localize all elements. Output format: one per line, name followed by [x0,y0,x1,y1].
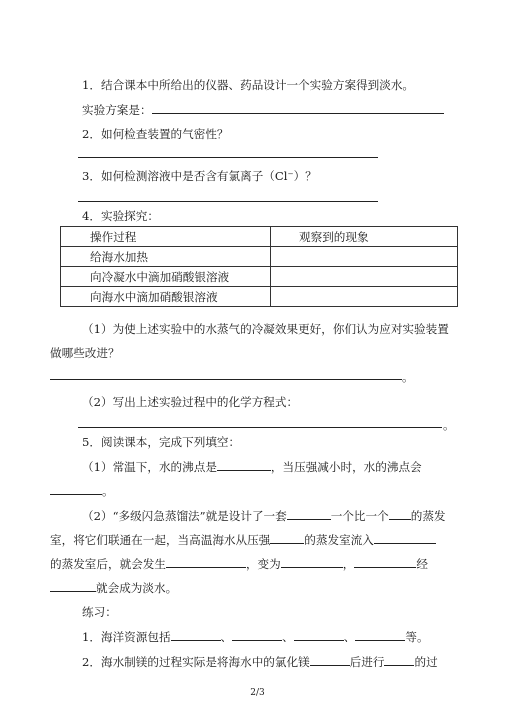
q5-blank-through[interactable] [354,555,416,568]
practice-title: 练习： [82,605,117,619]
q4-sub1-end: 。 [402,370,414,384]
q4-sub2-text: （2）写出上述实验过程中的化学方程式： [82,395,299,409]
q1-text: 1．结合课本中所给出的仪器、药品设计一个实验方案得到淡水。 [82,78,415,92]
q4-sub2-end: 。 [443,418,455,432]
experiment-table [60,226,458,307]
q5-blank-become[interactable] [281,555,343,568]
q5-blank-boiling-point[interactable] [217,458,271,471]
q2-text: 2．如何检查装置的气密性？ [82,127,229,141]
q5-p1-cont [50,482,114,499]
q5-p4-line [50,555,428,572]
q5-p3-text-a: 室，将它们联通在一起，当高温海水从压强 [50,533,271,547]
table-row [61,247,458,267]
q5-p2-text-a: （2）“多级闪急蒸馏法”就是设计了一套 [82,509,287,523]
q5-p2-text-c: 的蒸发 [410,509,446,523]
q5-blank-pressure[interactable] [270,531,304,544]
q5-p1-line [82,458,422,475]
q4-sub1-line1: （1）为使上述实验中的水蒸气的冷凝效果更好，你们认为应对实验装置 [82,322,449,336]
practice-e1-sep: 、 [343,630,356,644]
table-cell-operation: 给海水加热 [61,247,271,267]
q5-blank-result[interactable] [50,579,96,592]
q5-p2-text-b: 一个比一个 [330,509,389,523]
q5-p4-text-c: ， [342,557,355,571]
practice-e1-blank-1[interactable] [171,628,221,641]
table-row [61,287,458,307]
table-cell-operation: 向海水中滴加硝酸银溶液 [61,287,271,307]
practice-e2-blank-1[interactable] [310,653,350,666]
practice-e1-blank-3[interactable] [294,628,344,641]
q4-title: 4．实验探究： [82,209,159,223]
q5-p4-text-a: 的蒸发室后，就会发生 [50,557,166,571]
q5-title: 5．阅读课本，完成下列填空： [82,435,241,449]
table-cell-observation[interactable] [271,287,458,307]
practice-e2-blank-2[interactable] [384,653,414,666]
q5-p4-text-d: 经 [416,557,428,571]
q5-blank-into[interactable] [374,531,436,544]
q2-answer-rule[interactable] [78,157,378,158]
q1-answer-line [82,101,444,118]
q1-label: 实验方案是： [82,103,152,117]
practice-e2-text-b: 后进行 [349,655,385,669]
q4-sub2-answer-rule[interactable] [78,427,442,428]
q5-p5-text: 就会成为淡水。 [96,581,178,595]
table-cell-operation: 向冷凝水中滴加硝酸银溶液 [61,267,271,287]
table-cell-observation[interactable] [271,267,458,287]
q5-p3-line [50,531,436,548]
q5-blank-happen[interactable] [166,555,246,568]
q5-blank-boiling-change[interactable] [50,482,102,495]
practice-e1-line [82,628,429,645]
practice-e1-end: 等。 [405,630,429,644]
q5-p5-line [50,579,177,596]
q5-p1-text-a: （1）常温下，水的沸点是 [82,460,217,474]
q5-blank-set[interactable] [287,507,331,520]
table-row [61,267,458,287]
q5-p4-text-b: ，变为 [245,557,281,571]
page-number: 2/3 [250,688,265,698]
practice-e1-blank-4[interactable] [355,628,405,641]
practice-e2-text-c: 的过 [414,655,438,669]
practice-e1-text: 1．海洋资源包括 [82,630,171,644]
q5-p1-text-b: ，当压强减小时，水的沸点会 [270,460,422,474]
q3-answer-rule[interactable] [78,201,378,202]
q5-p2-line [82,507,446,524]
q4-sub1-line2: 做哪些改进？ [50,346,120,360]
q5-blank-compare[interactable] [389,507,411,520]
table-header-observation: 观察到的现象 [271,227,458,247]
q3-text: 3．如何检测溶液中是否含有氯离子（Cl⁻）？ [82,169,317,183]
q5-p3-text-b: 的蒸发室流入 [304,533,374,547]
table-header-operation: 操作过程 [61,227,271,247]
practice-e2-line [82,653,438,670]
practice-e1-blank-2[interactable] [232,628,282,641]
q4-sub1-answer-rule[interactable] [50,379,402,380]
table-header-row [61,227,458,247]
practice-e2-text-a: 2．海水制镁的过程实际是将海水中的氯化镁 [82,655,310,669]
practice-e1-sep: 、 [220,630,233,644]
q1-blank[interactable] [152,101,444,114]
table-cell-observation[interactable] [271,247,458,267]
q5-p1-end: 。 [102,484,114,498]
practice-e1-sep: 、 [282,630,294,644]
